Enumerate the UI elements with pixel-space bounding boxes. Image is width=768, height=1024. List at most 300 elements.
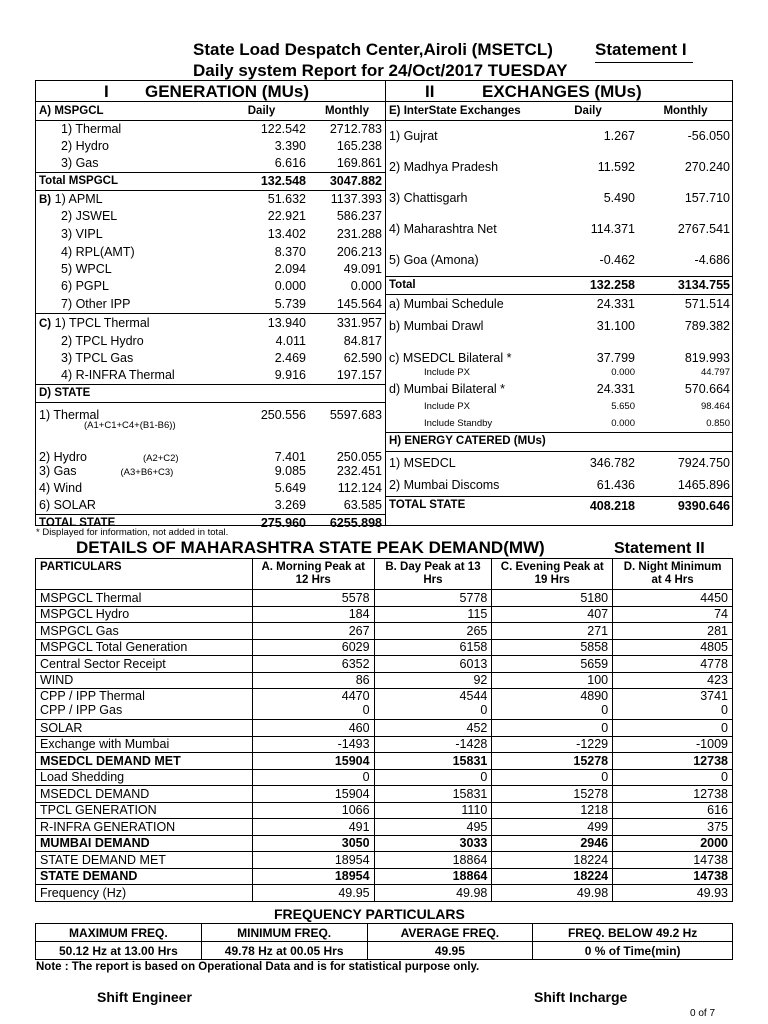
row-label: b) Mumbai Drawl xyxy=(389,319,484,334)
monthly-value: 165.238 xyxy=(336,139,382,154)
peak-value: 6013 xyxy=(374,656,492,673)
row-label: TOTAL STATE xyxy=(36,515,214,533)
row-label: 2) Mumbai Discoms xyxy=(389,477,500,492)
row-label: TOTAL STATE xyxy=(386,497,538,516)
peak-value: -1009 xyxy=(613,736,733,753)
table-row xyxy=(36,672,733,689)
generation-daily-header: Daily xyxy=(214,103,309,121)
footnote: * Displayed for information, not added in total. xyxy=(36,527,229,538)
daily-value: 114.371 xyxy=(590,222,635,237)
row-label: 5) Goa (Amona) xyxy=(389,253,479,268)
peak-value: 452 xyxy=(374,720,492,737)
report-subtitle: Daily system Report for 24/Oct/2017 TUESDAY xyxy=(193,61,568,80)
generation-heading: GENERATION (MUs) xyxy=(145,82,310,101)
row-label: MSPGCL Gas xyxy=(36,623,253,640)
peak-value-line: 0 xyxy=(480,703,488,717)
peak-value: 1066 xyxy=(252,802,374,819)
peak-value: 86 xyxy=(252,672,374,689)
peak-value: 2000 xyxy=(613,835,733,852)
table-row xyxy=(36,736,733,753)
formula-note: (A2+C2) xyxy=(142,452,179,464)
table-row xyxy=(36,333,385,350)
peak-value: 5858 xyxy=(492,639,613,656)
formula-note: (A1+C1+C4+(B1-B6)) xyxy=(84,420,176,431)
monthly-value: 3047.882 xyxy=(309,173,385,191)
row-label: 2) Hydro xyxy=(39,449,87,464)
table-row xyxy=(36,121,385,139)
monthly-value: 586.237 xyxy=(336,209,382,224)
table-row xyxy=(36,819,733,836)
peak-value: 12738 xyxy=(613,753,733,770)
exchanges-daily-header: Daily xyxy=(538,103,638,121)
peak-value: 49.95 xyxy=(252,885,374,902)
statement-2-label: Statement II xyxy=(614,540,705,557)
daily-value: 61.436 xyxy=(596,477,635,492)
peak-value-line: 0 xyxy=(362,703,370,717)
row-label: d) Mumbai Bilateral * xyxy=(389,382,506,397)
row-label: 1) TPCL Thermal xyxy=(54,315,150,330)
peak-value: 0 xyxy=(613,769,733,786)
formula-note: (A3+B6+C3) xyxy=(120,467,174,479)
monthly-value: 2767.541 xyxy=(677,222,730,237)
table-row xyxy=(36,689,733,720)
peak-value: 74 xyxy=(613,606,733,623)
table-row xyxy=(36,606,733,623)
daily-value: 6.616 xyxy=(274,156,306,171)
table-row xyxy=(36,403,385,422)
table-row xyxy=(36,155,385,173)
table-row xyxy=(386,381,733,398)
daily-value: 0.000 xyxy=(611,366,635,378)
table-row xyxy=(386,364,733,381)
monthly-value: 112.124 xyxy=(337,481,382,496)
column-header: PARTICULARS xyxy=(36,559,253,590)
table-row xyxy=(36,463,385,480)
peak-value: 12738 xyxy=(613,786,733,803)
daily-value: 3.269 xyxy=(274,498,306,513)
exchanges-table xyxy=(386,103,733,515)
table-row xyxy=(386,398,733,415)
peak-value: 15831 xyxy=(374,753,492,770)
daily-value: 132.548 xyxy=(214,173,309,191)
daily-value: 11.592 xyxy=(597,160,635,175)
monthly-value: 331.957 xyxy=(336,316,382,331)
peak-value: 18954 xyxy=(252,868,374,885)
row-label: 3) Gas xyxy=(39,464,77,479)
frequency-table xyxy=(35,923,733,960)
monthly-value: 571.514 xyxy=(684,297,730,312)
peak-value: 5778 xyxy=(374,590,492,607)
row-label: 3) TPCL Gas xyxy=(61,351,134,366)
exchanges-total-row xyxy=(386,277,733,295)
peak-value: 491 xyxy=(252,819,374,836)
daily-value: 122.542 xyxy=(260,122,306,137)
daily-value: 250.556 xyxy=(260,407,306,422)
peak-value-line: 4890 xyxy=(580,689,609,704)
peak-value-line: 4544 xyxy=(459,689,488,704)
statement-1-label: Statement I xyxy=(595,40,693,63)
row-label: a) Mumbai Schedule xyxy=(389,297,504,312)
peak-value: 6158 xyxy=(374,639,492,656)
monthly-value: 84.817 xyxy=(343,334,382,349)
row-label: 1) Thermal xyxy=(39,407,100,422)
peak-value xyxy=(252,689,374,720)
peak-value: 92 xyxy=(374,672,492,689)
page-number: 0 of 7 xyxy=(690,1008,716,1019)
peak-value: 49.98 xyxy=(374,885,492,902)
row-label: 6) PGPL xyxy=(61,279,109,294)
daily-value: 13.402 xyxy=(267,227,306,242)
daily-value: 2.094 xyxy=(274,262,306,277)
daily-value: 408.218 xyxy=(538,497,638,516)
peak-value: 15904 xyxy=(252,786,374,803)
column-header: D. Night Minimum at 4 Hrs xyxy=(613,559,733,590)
peak-value: 495 xyxy=(374,819,492,836)
state-heading-row xyxy=(36,385,385,403)
row-label: SOLAR xyxy=(36,720,253,737)
max-freq-value: 50.12 Hz at 13.00 Hrs xyxy=(36,942,202,960)
freq-below-value: 0 % of Time(min) xyxy=(533,942,733,960)
row-label: 2) JSWEL xyxy=(61,209,118,224)
peak-value: 3050 xyxy=(252,835,374,852)
table-row xyxy=(36,278,385,295)
table-row xyxy=(36,244,385,261)
mspgcl-heading: A) MSPGCL xyxy=(36,103,214,121)
row-label: MSPGCL Thermal xyxy=(36,590,253,607)
daily-value: 275.960 xyxy=(214,515,309,533)
monthly-value: 62.590 xyxy=(343,351,382,366)
table-row xyxy=(36,225,385,244)
exchanges-header-row xyxy=(386,103,733,121)
peak-value: 271 xyxy=(492,623,613,640)
row-label: Total MSPGCL xyxy=(36,173,214,191)
peak-value: 0 xyxy=(492,769,613,786)
monthly-value: 63.585 xyxy=(343,498,382,513)
section-b-prefix: B) xyxy=(39,193,52,206)
exchanges-monthly-header: Monthly xyxy=(638,103,733,121)
column-header: B. Day Peak at 13 Hrs xyxy=(374,559,492,590)
monthly-value: 9390.646 xyxy=(638,497,733,516)
table-row xyxy=(36,497,385,515)
row-label: MSEDCL DEMAND xyxy=(36,786,253,803)
monthly-value: -4.686 xyxy=(694,253,730,268)
monthly-value: 169.861 xyxy=(336,156,382,171)
daily-value: 9.085 xyxy=(274,464,306,479)
row-label: 2) Madhya Pradesh xyxy=(389,160,499,175)
peak-value: 18954 xyxy=(252,852,374,869)
table-row xyxy=(36,439,385,463)
row-label: WIND xyxy=(36,672,253,689)
monthly-value: 1137.393 xyxy=(330,192,382,207)
row-label: 4) Maharashtra Net xyxy=(389,222,497,237)
peak-value-line: 0 xyxy=(721,703,728,717)
table-row xyxy=(36,590,733,607)
table-row xyxy=(36,802,733,819)
frequency-value-row xyxy=(36,942,733,960)
row-label: R-INFRA GENERATION xyxy=(36,819,253,836)
row-label: 4) Wind xyxy=(39,481,83,496)
monthly-value: 44.797 xyxy=(700,366,730,378)
peak-value: 0 xyxy=(613,720,733,737)
interstate-heading: E) InterState Exchanges xyxy=(386,103,538,121)
row-label: MSEDCL DEMAND MET xyxy=(36,753,253,770)
daily-value: 37.799 xyxy=(596,350,635,365)
peak-value: 499 xyxy=(492,819,613,836)
monthly-value: 49.091 xyxy=(343,262,382,277)
row-label xyxy=(36,689,253,720)
peak-value: 423 xyxy=(613,672,733,689)
energy-total-row xyxy=(386,497,733,516)
peak-value: 407 xyxy=(492,606,613,623)
daily-value: 31.100 xyxy=(596,319,635,334)
peak-value: 14738 xyxy=(613,868,733,885)
row-label: MSPGCL Total Generation xyxy=(36,639,253,656)
row-label: MUMBAI DEMAND xyxy=(36,835,253,852)
table-row xyxy=(36,720,733,737)
daily-value: 0.000 xyxy=(538,415,638,433)
row-label: Load Shedding xyxy=(36,769,253,786)
formula-row xyxy=(36,421,385,439)
table-row xyxy=(36,769,733,786)
monthly-value: -56.050 xyxy=(687,129,730,144)
peak-value xyxy=(374,689,492,720)
daily-value: 5.649 xyxy=(274,481,306,496)
daily-value: 132.258 xyxy=(538,277,638,295)
monthly-value: 6255.898 xyxy=(309,515,385,533)
monthly-value: 1465.896 xyxy=(677,477,730,492)
row-label: 6) SOLAR xyxy=(39,498,96,513)
table-row xyxy=(386,183,733,214)
monthly-value: 570.664 xyxy=(684,382,730,397)
daily-value: 5.650 xyxy=(611,400,635,412)
peak-value: 184 xyxy=(252,606,374,623)
peak-value: 15831 xyxy=(374,786,492,803)
daily-value: 7.401 xyxy=(274,449,306,464)
row-label: 7) Other IPP xyxy=(36,295,214,314)
table-row xyxy=(36,480,385,497)
peak-value: -1493 xyxy=(252,736,374,753)
peak-value: 2946 xyxy=(492,835,613,852)
monthly-value: 145.564 xyxy=(309,295,385,314)
row-label: 1) Thermal xyxy=(61,122,122,137)
row-label: Frequency (Hz) xyxy=(36,885,253,902)
row-label: 3) Gas xyxy=(61,156,99,171)
table-row xyxy=(36,639,733,656)
column-header: AVERAGE FREQ. xyxy=(367,924,533,942)
peak-value: 1110 xyxy=(374,802,492,819)
section-c-prefix: C) xyxy=(39,317,52,330)
row-label: 2) Hydro xyxy=(61,139,109,154)
column-header: C. Evening Peak at 19 Hrs xyxy=(492,559,613,590)
table-row xyxy=(36,885,733,902)
daily-value: 24.331 xyxy=(596,382,635,397)
energy-heading-row xyxy=(386,433,733,452)
peak-header-row xyxy=(36,559,733,590)
monthly-value: 197.157 xyxy=(309,367,385,385)
table-row xyxy=(36,350,385,367)
peak-value: 15278 xyxy=(492,786,613,803)
row-label: 3) VIPL xyxy=(61,227,103,242)
row-label: Exchange with Mumbai xyxy=(36,736,253,753)
peak-value: 5578 xyxy=(252,590,374,607)
row-label: 1) APML xyxy=(54,191,103,206)
shift-incharge-signature: Shift Incharge xyxy=(534,989,628,1005)
table-row xyxy=(36,786,733,803)
table-row xyxy=(36,868,733,885)
row-label: c) MSEDCL Bilateral * xyxy=(389,350,512,365)
peak-value: 1218 xyxy=(492,802,613,819)
generation-monthly-header: Monthly xyxy=(309,103,385,121)
table-row xyxy=(36,261,385,278)
column-header: MINIMUM FREQ. xyxy=(201,924,367,942)
peak-value: 15904 xyxy=(252,753,374,770)
exchanges-roman: II xyxy=(425,82,435,101)
monthly-value: 232.451 xyxy=(336,464,382,479)
generation-header-row xyxy=(36,103,385,121)
generation-roman: I xyxy=(104,82,109,101)
peak-value: 267 xyxy=(252,623,374,640)
peak-value-line: 0 xyxy=(601,703,609,717)
peak-value: 100 xyxy=(492,672,613,689)
peak-value: 281 xyxy=(613,623,733,640)
monthly-value: 157.710 xyxy=(684,191,730,206)
peak-value: 49.93 xyxy=(613,885,733,902)
peak-value: 6352 xyxy=(252,656,374,673)
table-row xyxy=(36,295,385,314)
column-header: A. Morning Peak at 12 Hrs xyxy=(252,559,374,590)
peak-value: 14738 xyxy=(613,852,733,869)
table-row xyxy=(386,121,733,153)
daily-value: 8.370 xyxy=(274,245,306,260)
daily-value: 9.916 xyxy=(214,367,309,385)
row-label: Central Sector Receipt xyxy=(36,656,253,673)
row-label: Total xyxy=(386,277,538,295)
table-row xyxy=(36,314,385,334)
monthly-value: 0.000 xyxy=(350,279,382,294)
column-header: FREQ. BELOW 49.2 Hz xyxy=(533,924,733,942)
table-row xyxy=(36,835,733,852)
peak-value-line: 3741 xyxy=(700,689,728,704)
table-row xyxy=(36,852,733,869)
daily-value: 24.331 xyxy=(596,297,635,312)
peak-value: 4805 xyxy=(613,639,733,656)
report-note: Note : The report is based on Operational Data and is for statistical purpose only. xyxy=(36,961,480,973)
daily-value: -0.462 xyxy=(599,253,635,268)
peak-value: 0 xyxy=(374,769,492,786)
table-row xyxy=(36,208,385,225)
monthly-value: 250.055 xyxy=(336,449,382,464)
peak-value: 115 xyxy=(374,606,492,623)
row-label-line: CPP / IPP Gas xyxy=(40,703,123,717)
table-row xyxy=(386,339,733,364)
row-label: STATE DEMAND xyxy=(36,868,253,885)
peak-value: 460 xyxy=(252,720,374,737)
peak-value: 49.98 xyxy=(492,885,613,902)
row-label: STATE DEMAND MET xyxy=(36,852,253,869)
daily-value: 0.000 xyxy=(274,279,306,294)
peak-value: 616 xyxy=(613,802,733,819)
peak-value: -1229 xyxy=(492,736,613,753)
daily-value: 1.267 xyxy=(603,129,635,144)
peak-value: 0 xyxy=(492,720,613,737)
row-label: 4) R-INFRA Thermal xyxy=(36,367,214,385)
peak-body xyxy=(36,590,733,902)
peak-value: -1428 xyxy=(374,736,492,753)
shift-engineer-signature: Shift Engineer xyxy=(97,989,192,1005)
peak-value: 4778 xyxy=(613,656,733,673)
table-row xyxy=(386,295,733,315)
generation-table xyxy=(36,103,385,532)
state-heading: D) STATE xyxy=(36,385,214,403)
peak-value: 4450 xyxy=(613,590,733,607)
daily-value: 3.390 xyxy=(274,139,306,154)
min-freq-value: 49.78 Hz at 00.05 Hrs xyxy=(201,942,367,960)
peak-value: 265 xyxy=(374,623,492,640)
monthly-value: 819.993 xyxy=(684,350,730,365)
row-label: Include PX xyxy=(424,366,470,378)
monthly-value: 2712.783 xyxy=(329,122,382,137)
daily-value: 13.940 xyxy=(267,316,306,331)
table-row xyxy=(36,191,385,209)
daily-value: 346.782 xyxy=(589,455,635,470)
monthly-value: 270.240 xyxy=(684,160,730,175)
peak-value xyxy=(492,689,613,720)
row-label: Include PX xyxy=(424,400,470,412)
peak-value: 15278 xyxy=(492,753,613,770)
daily-value: 22.921 xyxy=(267,209,306,224)
table-row xyxy=(386,452,733,475)
peak-value: 0 xyxy=(252,769,374,786)
peak-value: 18864 xyxy=(374,868,492,885)
total-mspgcl-row xyxy=(36,173,385,191)
row-label: Include Standby xyxy=(386,415,538,433)
row-label: 3) Chattisgarh xyxy=(389,191,468,206)
peak-value: 375 xyxy=(613,819,733,836)
table-row xyxy=(36,623,733,640)
table-row xyxy=(386,474,733,497)
monthly-value: 5597.683 xyxy=(329,407,382,422)
energy-catered-heading: H) ENERGY CATERED (MUs) xyxy=(386,433,638,452)
peak-value: 3033 xyxy=(374,835,492,852)
row-label-line: CPP / IPP Thermal xyxy=(40,689,145,704)
row-label: 1) Gujrat xyxy=(389,129,438,144)
peak-value: 18864 xyxy=(374,852,492,869)
daily-value: 5.490 xyxy=(603,191,635,206)
monthly-value: 206.213 xyxy=(336,245,382,260)
daily-value: 4.011 xyxy=(275,334,306,349)
monthly-value: 98.464 xyxy=(700,400,730,412)
peak-demand-table xyxy=(35,558,733,902)
daily-value: 2.469 xyxy=(274,351,306,366)
peak-value: 18224 xyxy=(492,868,613,885)
row-label: 1) MSEDCL xyxy=(389,455,456,470)
report-title: State Load Despatch Center,Airoli (MSETCL) xyxy=(193,40,553,59)
exchanges-heading: EXCHANGES (MUs) xyxy=(482,82,642,101)
table-row xyxy=(386,152,733,183)
monthly-value: 231.288 xyxy=(336,227,382,242)
daily-value: 51.632 xyxy=(267,192,306,207)
frequency-title: FREQUENCY PARTICULARS xyxy=(274,906,465,922)
peak-value-line: 4470 xyxy=(341,689,370,704)
column-header: MAXIMUM FREQ. xyxy=(36,924,202,942)
row-label: 5) WPCL xyxy=(61,262,112,277)
table-row xyxy=(386,214,733,245)
peak-value: 5180 xyxy=(492,590,613,607)
row-label: 2) TPCL Hydro xyxy=(61,334,144,349)
monthly-value: 0.850 xyxy=(638,415,733,433)
monthly-value: 3134.755 xyxy=(638,277,733,295)
frequency-header-row xyxy=(36,924,733,942)
